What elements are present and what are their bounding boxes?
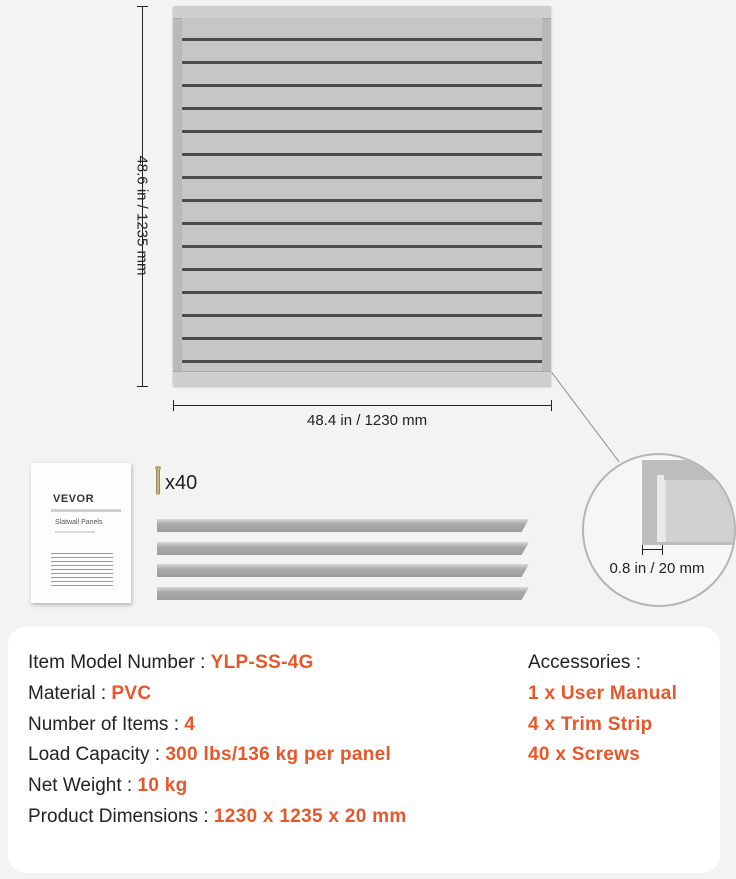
spec-label: Product Dimensions : — [28, 806, 214, 827]
height-dimension-cap-top — [137, 6, 148, 7]
spec-label: Net Weight : — [28, 775, 138, 796]
trim-strip — [157, 587, 529, 600]
zoom-groove — [657, 475, 664, 542]
thickness-cap-left — [642, 545, 643, 555]
height-dimension-cap-bottom — [137, 386, 148, 387]
manual-subtitle-bar — [51, 509, 121, 512]
width-dimension-line — [173, 405, 551, 406]
panel-bottom-cap — [173, 371, 551, 386]
thickness-label: 0.8 in / 20 mm — [609, 560, 705, 577]
manual-line — [55, 531, 95, 533]
spec-value: 1230 x 1235 x 20 mm — [213, 806, 407, 827]
spec-model-number — [28, 652, 314, 674]
trim-strip — [157, 542, 529, 555]
spec-label: Load Capacity : — [28, 744, 166, 765]
trim-strip — [157, 564, 529, 577]
spec-value: 10 kg — [137, 775, 188, 796]
width-dimension-cap-left — [173, 400, 174, 411]
spec-label: Number of Items : — [28, 714, 185, 735]
accessories-title: Accessories : — [528, 652, 641, 673]
spec-load-capacity — [28, 744, 391, 766]
user-manual-image — [31, 463, 131, 603]
slatwall-panel-image — [173, 6, 551, 386]
spec-value: 300 lbs/136 kg per panel — [165, 744, 392, 765]
screw-count-label: x40 — [165, 472, 198, 494]
screw-head — [155, 466, 161, 470]
spec-number-of-items — [28, 714, 195, 736]
spec-value: PVC — [111, 683, 152, 704]
thickness-zoom-detail — [582, 453, 736, 607]
zoom-slat — [664, 480, 736, 542]
panel-slats — [182, 18, 542, 372]
spec-value: YLP-SS-4G — [210, 652, 314, 673]
thickness-dimension-line — [642, 549, 663, 550]
manual-text-block — [51, 553, 113, 589]
manual-title: Slatwall Panels — [55, 519, 103, 526]
spec-material — [28, 683, 151, 705]
accessory-item: 4 x Trim Strip — [528, 714, 653, 735]
height-label: 48.6 in / 1235 mm — [133, 155, 151, 276]
width-label: 48.4 in / 1230 mm — [307, 412, 428, 429]
spec-product-dimensions — [28, 806, 407, 828]
manual-brand-logo: VEVOR — [53, 493, 95, 505]
trim-strip — [157, 519, 529, 532]
accessory-item: 40 x Screws — [528, 744, 641, 765]
spec-net-weight — [28, 775, 188, 797]
accessory-item: 1 x User Manual — [528, 683, 678, 704]
screw-icon — [156, 467, 160, 495]
zoom-pointer-line — [551, 372, 619, 462]
spec-value: 4 — [184, 714, 196, 735]
spec-label: Material : — [28, 683, 112, 704]
spec-label: Item Model Number : — [28, 652, 211, 673]
width-dimension-cap-right — [551, 400, 552, 411]
thickness-cap-right — [662, 545, 663, 555]
